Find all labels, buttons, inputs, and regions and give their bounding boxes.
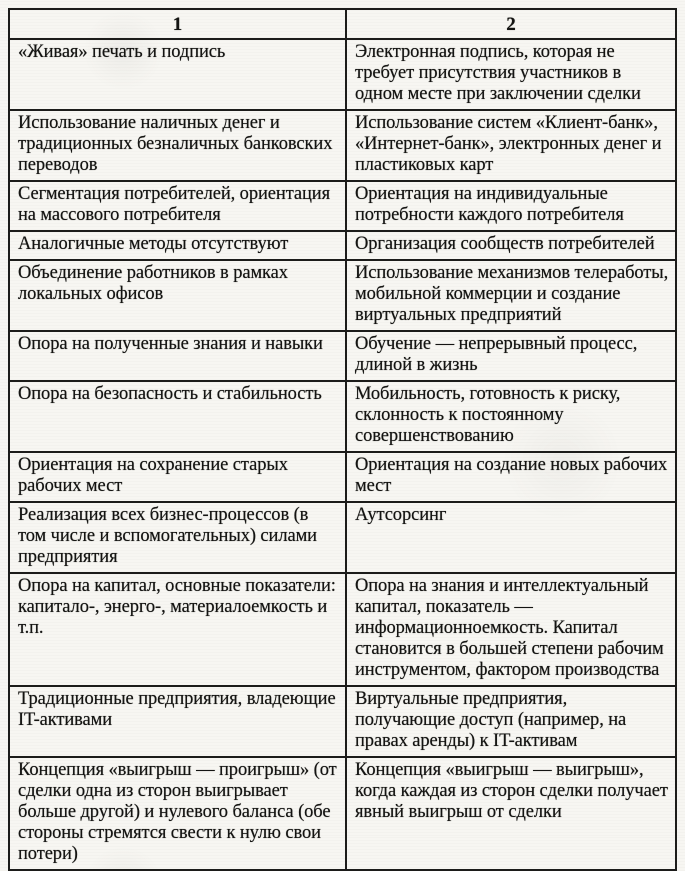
cell-right: Виртуальные предприятия, получающие доступ (например, на правах аренды) к IT-активам — [346, 686, 676, 757]
table-row — [9, 757, 676, 870]
cell-left: Объединение работников в рамках локальных офисов — [9, 260, 346, 331]
cell-right: Ориентация на создание новых рабочих мест — [346, 452, 676, 502]
table-row — [9, 452, 676, 502]
cell-left: Ориентация на сохранение старых рабочих мест — [9, 452, 346, 502]
cell-left: Использование наличных денег и традиционных безналичных банковских переводов — [9, 110, 346, 181]
cell-right: Аутсорсинг — [346, 502, 676, 573]
table-row — [9, 686, 676, 757]
cell-right: Концепция «выигрыш — выигрыш», когда каждая из сторон сделки получает явный выигрыш от сделки — [346, 757, 676, 870]
table-row — [9, 110, 676, 181]
comparison-table — [8, 8, 677, 871]
cell-left: Традиционные предприятия, владеющие IT-активами — [9, 686, 346, 757]
table-header-row — [9, 9, 676, 39]
cell-right: Организация сообществ потребителей — [346, 231, 676, 260]
column-header-2: 2 — [346, 9, 676, 39]
table-row — [9, 260, 676, 331]
cell-right: Ориентация на индивидуальные потребности каждого потребителя — [346, 181, 676, 231]
cell-left: Опора на полученные знания и навыки — [9, 331, 346, 381]
table-row — [9, 181, 676, 231]
cell-right: Обучение — непрерывный процесс, длиной в жизнь — [346, 331, 676, 381]
table-row — [9, 231, 676, 260]
cell-right: Электронная подпись, которая не требует присутствия участников в одном месте при заключении сделки — [346, 39, 676, 110]
table-row — [9, 331, 676, 381]
cell-right: Использование механизмов телеработы, мобильной коммерции и создание виртуальных предприятий — [346, 260, 676, 331]
table-row — [9, 381, 676, 452]
cell-left: Реализация всех бизнес-процессов (в том числе и вспомогательных) силами предприятия — [9, 502, 346, 573]
table-row — [9, 39, 676, 110]
table-row — [9, 502, 676, 573]
cell-left: Концепция «выигрыш — проигрыш» (от сделки одна из сторон выигрывает больше другой) и нулевого баланса (обе стороны стремятся свести к нулю свои потери) — [9, 757, 346, 870]
cell-right: Мобильность, готовность к риску, склонность к постоянному совершенствованию — [346, 381, 676, 452]
table-row — [9, 573, 676, 686]
cell-left: «Живая» печать и подпись — [9, 39, 346, 110]
column-header-1: 1 — [9, 9, 346, 39]
cell-left: Опора на капитал, основные показатели: капитало-, энерго-, материалоемкость и т.п. — [9, 573, 346, 686]
cell-right: Использование систем «Клиент-банк», «Интернет-банк», электронных денег и пластиковых карт — [346, 110, 676, 181]
cell-right: Опора на знания и интеллектуальный капитал, показатель — информационноемкость. Капитал становится в большей степени рабочим инструментом, фактором производства — [346, 573, 676, 686]
cell-left: Опора на безопасность и стабильность — [9, 381, 346, 452]
cell-left: Сегментация потребителей, ориентация на массового потребителя — [9, 181, 346, 231]
cell-left: Аналогичные методы отсутствуют — [9, 231, 346, 260]
